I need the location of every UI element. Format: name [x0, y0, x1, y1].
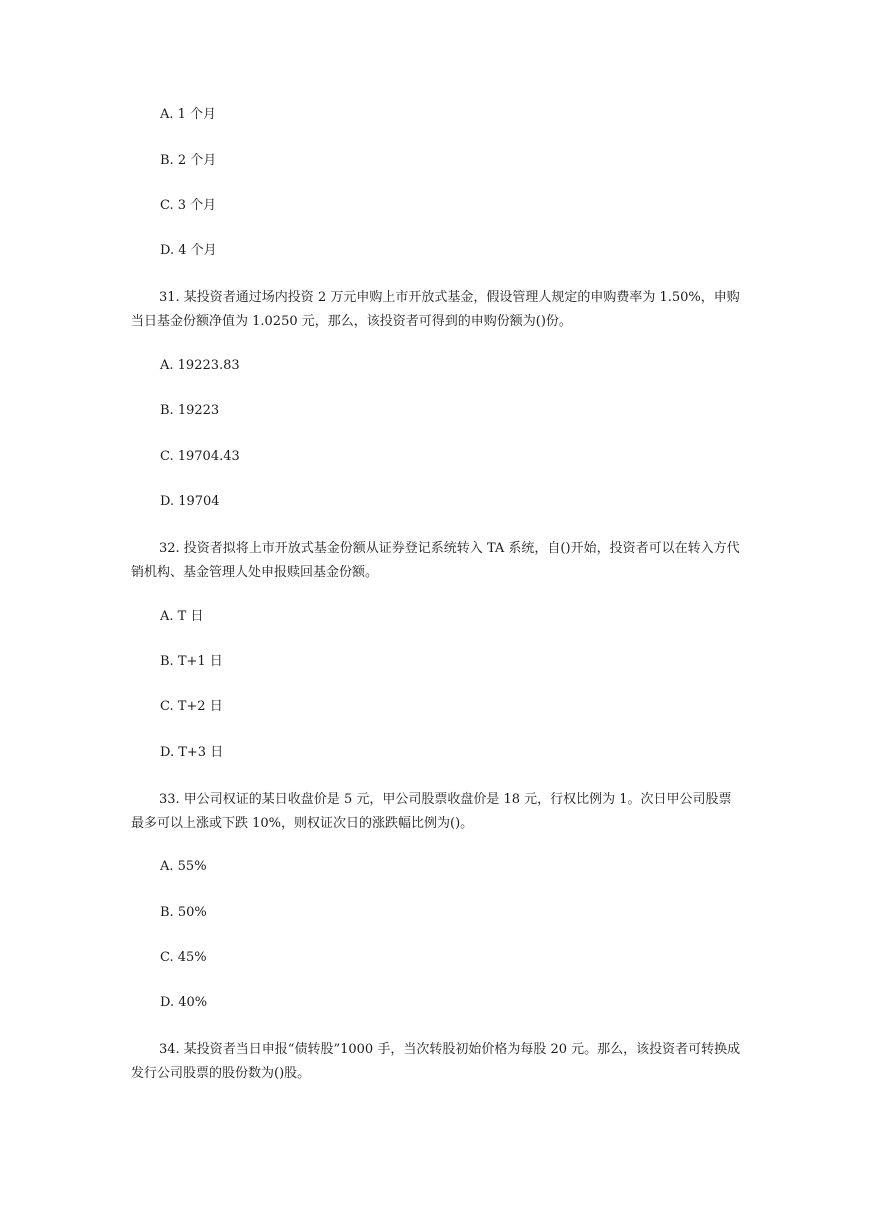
q33-text: 33. 甲公司权证的某日收盘价是 5 元，甲公司股票收盘价是 18 元，行权比例为 1。次日甲公司股票最多可以上涨或下跌 10%，则权证次日的涨跌幅比例为()。	[131, 792, 732, 831]
q32-text: 32. 投资者拟将上市开放式基金份额从证券登记系统转入 TA 系统，自()开始，投资者可以在转入方代销机构、基金管理人处申报赎回基金份额。	[131, 541, 740, 580]
q32-option-d: D. T+3 日	[160, 745, 224, 760]
q30-option-b: B. 2 个月	[160, 153, 217, 168]
q31-option-c: C. 19704.43	[160, 449, 240, 464]
q33-option-c: C. 45%	[160, 950, 207, 965]
q30-option-a: A. 1 个月	[160, 107, 217, 122]
q31-option-d: D. 19704	[160, 494, 220, 509]
q33-option-d: D. 40%	[160, 995, 208, 1010]
q32-option-a: A. T 日	[160, 609, 204, 624]
q33-option-a: A. 55%	[160, 859, 207, 874]
q30-option-c: C. 3 个月	[160, 198, 217, 213]
q31-text: 31. 某投资者通过场内投资 2 万元申购上市开放式基金，假设管理人规定的申购费率为 1.50%，申购当日基金份额净值为 1.0250 元，那么，该投资者可得到的申购份额为()份。	[131, 290, 740, 329]
q32-option-c: C. T+2 日	[160, 699, 223, 714]
q30-option-d: D. 4 个月	[160, 243, 217, 258]
q34-text: 34. 某投资者当日申报“债转股”1000 手，当次转股初始价格为每股 20 元。那么，该投资者可转换成发行公司股票的股份数为()股。	[131, 1042, 741, 1081]
q32-option-b: B. T+1 日	[160, 654, 223, 669]
q31-option-a: A. 19223.83	[160, 358, 240, 373]
q33-option-b: B. 50%	[160, 905, 207, 920]
q31-option-b: B. 19223	[160, 403, 220, 418]
